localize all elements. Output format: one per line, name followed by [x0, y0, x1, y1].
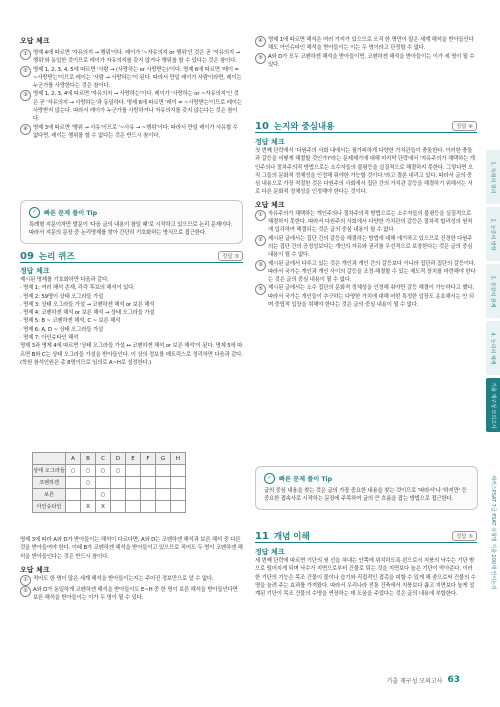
explanation-item: ④ 명제 1에 따르면 해석은 여러 가지가 있으므로 오직 한 명만이 많은 세계 해석을 받아들인다해도 아인슈타인 해석을 받아들이는 이는 두 명이라고 단정할 수 없다. — [255, 36, 477, 53]
tip-text: 글의 중심 내용을 찾는 것은 글의 가장 중요한 내용을 찾는 것이므로 '따라서'나 '하지만' 등 중요한 접속사로 시작하는 문장에 주목하여 글의 큰 흐름을 잡는 방법으로 접근한다. — [264, 488, 467, 503]
explanation-item: ⑤ A와 D가 모두 코펜하겐 해석을 받아들이면, 코펜하겐 해석을 받아들이는 이가 세 명이 될 수 있다. — [255, 53, 477, 70]
question-11-header: 11 개념 이해 정답 ⑤ — [255, 530, 477, 543]
lightbulb-icon: ✓ — [264, 473, 275, 484]
correct-answer-heading: 정답 체크 — [255, 548, 285, 556]
correct-answer-heading: 정답 체크 — [20, 267, 50, 275]
question-10-header: 10 논지와 중심내용 정답 ④ — [255, 120, 477, 133]
table-row: 아인슈타인 X X — [33, 501, 186, 513]
answer-badge: 정답 ⑤ — [452, 531, 477, 541]
correct-answer-heading: 정답 체크 — [255, 138, 285, 146]
tab-mock-exam[interactable]: 기출 재구성 모의고사 — [486, 378, 500, 432]
question-09-header: 09 논리 퀴즈 정답 ③ — [20, 250, 243, 263]
page-footer — [386, 675, 460, 685]
q10-solution: 정답 체크 첫 번째 단락에서 '다원주의 사회 내에서는 필가피하게 다양한 가치관들이 충돌한다. 이러한 충돌과 갈등을 어떻게 해결할 것인가?'라는 문제제기에 대해 마지막 단락에서 '자유주의가 채택하는 개인주의나 절차주의적 방법으로는 소수자들의 불평등을 실질적으로 해결하지 못한다. 그렇다면 오직 그들의 문화적 정체성을 인정해 줘야한 가능할 것이다.'라고 결론 내리고 있다. 따라서 글의 중심 내용으로 가장 적절한 것은 다원주의 사회에서 집단 간의 가치관 갈등을 해결하기 위해서는 서로 다른 문화적 정체성을 인정해야 한다는 것이다. 오답 체크 ① 자유주의가 채택하는 개인주의나 절차주의적 방법으로는 소수자들의 불평등을 실질적으로 해결하지 못한다. 따라서 다원주의 사회에서 다양한 가치관의 갈등은 절차적 합리성의 원칙에 입각하여 해결되는 것은 글의 중심 내용이 될 수 없다. ② 제시된 글에서는 집단 간의 갈등을 해결하는 방법에 대해 얘기하고 있으므로 진정한 다원주의는 집단 간의 공정성보다는 개인의 자유와 권리를 우선적으로 보장한다는 것은 글의 중심 내용이 될 수 없다. ③ 제시된 글에서 다루고 있는 것은 개인과 개인 간의 갈등보다 이니라 집단과 집단의 갈등이다. 따라서 국가는 개인과 개인 사이의 갈등을 조정·해결할 수 있는 제도적 장치를 마련해야 한다는 것은 글의 중심 내용이 될 수 없다. ⑤ 제시된 글에서는 소수 집단의 문화적 정체성을 인정해 줘야만 갈등 해결이 가능하다고 했다. 따라서 국가는 개인들이 추구하는 다양한 가치에 대해 어떤 특정한 입장도 옹호해서는 안 되며 중립적 입장을 취해야 한다는 것은 글의 중심 내용이 될 수 없다. — [255, 138, 476, 309]
explanation-item: ④ 명제 3에 따르면 '행위 → 사유'이므로 '~사유 → ~행위'이다. 따라서 만일 레이가 사유할 수 없다면, 레이는 행위를 할 수 없다는 것은 반드시 참이다. — [20, 124, 243, 141]
explanation-item: ② A와 D가 동일하게 코펜하겐 해석을 받아들이도 E~H 중 한 명이 보른 해석을 받아들인다면 보른 해석을 받아들이는 이가 두 명이 될 수 있다. — [20, 586, 243, 603]
explanation-item: ① 명제 4에 따르면 '자유의지 → 행위'이다. 레이가 '~자유의지 or 행위'인 것은 곧 '자유의지 → 행위'와 동일한 것이므로 레이가 자유의지를 갖지 않거나 행위를 할 수 있다는 것은 참이다. — [20, 49, 243, 66]
tip-text: 특례형 지문이자만 발문이 '다음 글의 내용이 참일 때'로 시작하고 있으므로 논리 문제이다. 따라서 지문의 문장 중 논리명제를 찾아 간단히 기호화하는 방식으로 접근한다. — [29, 222, 233, 237]
table-row: 상태 오그라들 ○ ○ ○ ○ — [33, 465, 186, 477]
chapter-tabs — [486, 150, 500, 435]
matrix-table: A B C D E F G H 상태 오그라들 ○ ○ ○ ○ 코펜하겐 ○ 보른 ○ 아인슈타인 X X — [32, 452, 186, 513]
tab-chapter-4[interactable]: 4. 논리의 체계 — [486, 321, 500, 375]
answer-badge: 정답 ④ — [452, 121, 477, 131]
wrong-answer-heading: 오답 체크 — [255, 200, 285, 209]
wrong-answer-heading: 오답 체크 — [20, 37, 50, 45]
quick-tip-box: ✓ 빠른 문제 풀이 Tip 글의 중심 내용을 찾는 것은 글의 가장 중요한 내용을 찾는 것이므로 '따라서'나 '하지만' 등 중요한 접속사로 시작하는 문장에 주목하여 글의 큰 흐름을 잡는 방법으로 접근한다. — [255, 466, 478, 510]
explanation-item: ① 자유주의가 채택하는 개인주의나 절차주의적 방법으로는 소수자들의 불평등을 실질적으로 해결하지 못한다. 따라서 다원주의 사회에서 다양한 가치관의 갈등은 절차적 합리성의 원칙에 입각하여 해결되는 것은 글의 중심 내용이 될 수 없다. — [255, 210, 477, 235]
left-answer-check — [20, 36, 243, 140]
tab-chapter-2[interactable]: 2. 논증의 방향 — [486, 207, 500, 261]
explanation-item: ⑤ 제시된 글에서는 소수 집단의 문화적 정체성을 인정해 줘야만 갈등 해결이 가능하다고 했다. 따라서 국가는 개인들이 추구하는 다양한 가치에 대해 어떤 특정한 입장도 옹호해서는 안 되며 중립적 입장을 취해야 한다는 것은 글의 중심 내용이 될 수 없다. — [255, 284, 477, 309]
tab-chapter-3[interactable]: 3. 문장의 관계 — [486, 264, 500, 318]
table-row: 코펜하겐 ○ — [33, 477, 186, 489]
answer-badge: 정답 ③ — [218, 251, 243, 261]
page-number: 63 — [447, 675, 460, 685]
table-row: 보른 ○ — [33, 489, 186, 501]
wrong-answer-heading: 오답 체크 — [20, 565, 50, 574]
lightbulb-icon: ✓ — [29, 207, 40, 218]
explanation-item: ③ 제시된 글에서 다루고 있는 것은 개인과 개인 간의 갈등보다 이니라 집단과 집단의 갈등이다. 따라서 국가는 개인과 개인 사이의 갈등을 조정·해결할 수 있는 제도적 장치를 마련해야 한다는 것은 글의 중심 내용이 될 수 없다. — [255, 260, 477, 285]
q09-solution: 정답 체크 제시된 명제를 기호화하면 다음과 같다. · 명제 1: 여러 해석 존재, 각각 후보의 해석이 있다. · 명제 2: 59명이 상태 오그라들 가설 · 명제 3: 상태 오그라들 가설 → 코펜하겐 해석 or 보른 해석 · 명제 4: 코펜하겐 해석 or 보른 해석 → 상태 오그라들 가설 · 명제 5: B ~ 코펜하겐 해석, C ~ 보른 해석 · 명제 6: A, D ~ 상태 오그라들 가설 · 명제 7: 아인슈타인 해석 명제 3과 명제 4에 따르면 '상태 오그라들 가설 ↔ 코펜하겐 해석 or 보른 해석'이 된다. 명제 5에 따르면 B와 C는 상태 오그라들 가설을 받아들인다. 이 상의 정보를 매트릭스로 정리하면 다음과 같다. (학원 참석인원은 총 8명이므로 임의로 A~H로 설정한다.) — [20, 267, 243, 366]
book-title-vertical: 해커스PSAT 7급 PSAT 유형별 기출 200제 언어논리 — [489, 474, 496, 590]
explanation-item: ② 제시된 글에서는 집단 간의 갈등을 해결하는 방법에 대해 얘기하고 있으므로 진정한 다원주의는 집단 간의 공정성보다는 개인의 자유와 권리를 우선적으로 보장한다는 것은 글의 중심 내용이 될 수 없다. — [255, 235, 477, 260]
q09-remaining-items — [255, 36, 477, 69]
explanation-item: ③ 명제 1, 2, 3, 4에 따르면 '자유의지 → 사랑하는'이다. 레이가 '사랑하는 or ~자유의지'인 것은 곧 '자유의지 → 사랑하는'과 동일하다. 명제 6에 따르면 '레이 = ~사랑받는'이므로 레이는 사랑받지 않는다. 따라서 레이가 누군가를 사랑하거나 자유의지를 갖지 않는다는 것은 참이다. — [20, 90, 243, 123]
explanation-item: ① 적어도 한 명이 많은 세계 해석을 받아들이는지는 주어진 정보만으로 알 수 없다. — [20, 575, 243, 586]
q09-conclusion: 명제 3에 따라 A와 D가 받아들이는 해석이 다르다면, A와 D는 코펜하겐 해석과 보른 해석 중 다른 것을 받아들여야 한다. 이때 B가 코펜하겐 해석을 받아들이고 있으므로 적어도 두 명이 코펜하겐 해석을 받아들인다는 것은 반드시 참이다. 오답 체크 ① 적어도 한 명이 많은 세계 해석을 받아들이는지는 주어진 정보만으로 알 수 없다. ② A와 D가 동일하게 코펜하겐 해석을 받아들이도 E~H 중 한 명이 보른 해석을 받아들인다면 보른 해석을 받아들이는 이가 두 명이 될 수 있다. — [20, 537, 243, 602]
footer-label: 기출 재구성 모의고사 — [386, 677, 443, 685]
quick-tip-box: ✓ 빠른 문제 풀이 Tip 특례형 지문이자만 발문이 '다음 글의 내용이 참일 때'로 시작하고 있으므로 논리 문제이다. 따라서 지문의 문장 중 논리명제를 찾아 간단히 기호화하는 방식으로 접근한다. — [20, 200, 243, 244]
explanation-item: ② 명제 1, 2, 3, 4, 5에 따르면 '사람 → (사랑하는 or 사랑받는)'이다. 명제 6에 따르면 '레이 = ~사랑받는'이므로 레이는 '사람 → 사랑하는'이 된다. 따라서 만일 레이가 사람이라면, 레이는 누군가를 사랑한다는 것은 참이다. — [20, 66, 243, 91]
tab-chapter-1[interactable]: 1. 독해의 원리 — [486, 150, 500, 204]
q11-solution: 정답 체크 세 번째 단락에 따르면 기단의 윗 선을 쳐내는 안쪽에 위치하도록 왼으로서 지붕의 낙수는 기단 밖으로 떨어지게 되며 낙수가 지면으로부터 건물로 튀는 것을 지면보다 높은 기단이 막아준다. 이러한 기단의 기능은 목조 건물이 물이나 습기와 직접적인 접촉을 피할 수 있게 해 줌으로써 건물의 수명을 늘려 주는 효과를 가져왔다. 따라서 우리나라 전통 건축에서 지붕보다 좁고 지면보다 높게 설계된 기단이 목조 건물의 수명을 연장하는 데 도움을 주었다는 것은 글의 내용에 부합한다. — [255, 548, 476, 598]
